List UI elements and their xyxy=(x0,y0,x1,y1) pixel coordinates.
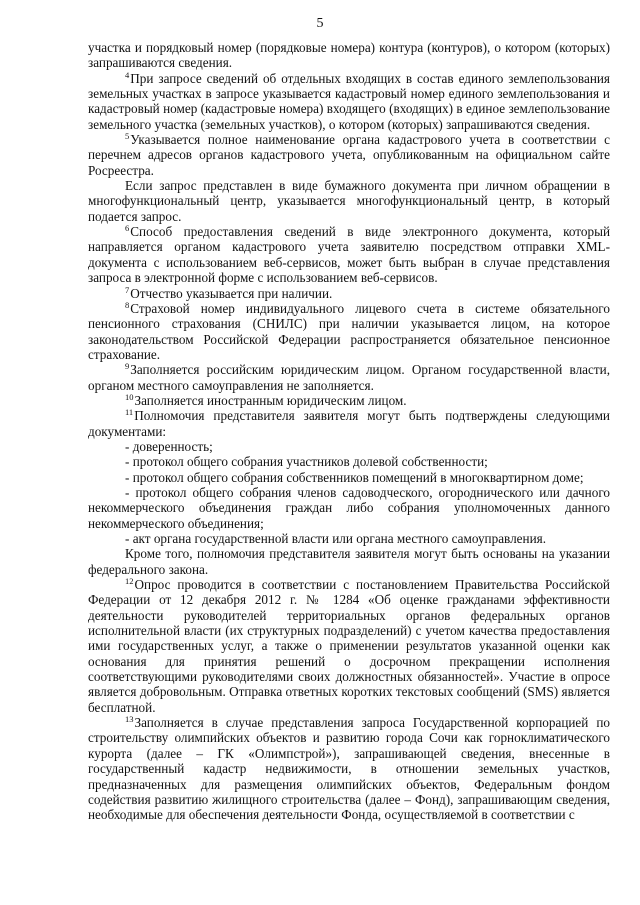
paragraph-federal-law: Кроме того, полномочия представителя заявителя могут быть основаны на указании федерального закона. xyxy=(88,546,610,577)
footnote-marker: 10 xyxy=(125,391,134,402)
footnote-marker: 5 xyxy=(125,131,130,142)
footnotes-body xyxy=(88,40,610,823)
footnote-9 xyxy=(88,362,610,393)
footnote-text: Опрос проводится в соответствии с постановлением Правительства Российской Федерации от 12 декабря 2012 г. № 1284 «Об оценке гражданами эффективности деятельности руководителей территориальных органов федеральных органов исполнительной власти (их структурных подразделений) с учетом качества предоставления ими государственных услуг, а также о применении результатов указанной оценки как основания для принятия решений о досрочном прекращении исполнения соответствующими руководителями своих должностных обязанностей». Участие в опросе является добровольным. Отправка ответных коротких текстовых сообщений (SMS) является бесплатной. xyxy=(88,577,610,715)
footnote-text: Заполняется иностранным юридическим лицом. xyxy=(134,392,407,408)
footnote-marker: 4 xyxy=(125,69,130,80)
footnote-8 xyxy=(88,301,610,362)
footnote-6 xyxy=(88,224,610,285)
footnote-text: Способ предоставления сведений в виде электронного документа, который направляется органом кадастрового учета заявителю посредством отправки XML-документа с использованием веб-сервисов, может быть выбран в случае представления запроса в электронной форме с использованием веб-сервисов. xyxy=(88,224,610,286)
footnote-10 xyxy=(88,393,610,408)
footnote-text: Указывается полное наименование органа кадастрового учета в соответствии с перечнем адресов органов кадастрового учета, опубликованным на официальном сайте Росреестра. xyxy=(88,132,610,178)
footnote-text: Полномочия представителя заявителя могут быть подтверждены следующими документами: xyxy=(88,408,610,439)
footnote-text: Заполняется российским юридическим лицом. Органом государственной власти, органом местного самоуправления не заполняется. xyxy=(88,362,610,393)
list-item: - акт органа государственной власти или органа местного самоуправления. xyxy=(125,531,547,546)
footnote-4 xyxy=(88,71,610,132)
list-item: - доверенность; xyxy=(125,438,213,454)
footnote-11 xyxy=(88,408,610,439)
footnote-7 xyxy=(88,286,610,301)
footnote-12 xyxy=(88,577,610,715)
footnote-marker: 6 xyxy=(125,223,130,234)
paragraph-continuation: участка и порядковый номер (порядковые номера) контура (контуров), о котором (которых) запрашиваются сведения. xyxy=(88,40,610,71)
list-item: - протокол общего собрания участников долевой собственности; xyxy=(125,454,488,470)
footnote-marker: 13 xyxy=(125,714,134,725)
footnote-marker: 8 xyxy=(125,299,130,310)
footnote-marker: 7 xyxy=(125,284,130,295)
footnote-marker: 11 xyxy=(125,407,134,418)
list-item: - протокол общего собрания собственников помещений в многоквартирном доме; xyxy=(125,469,584,485)
footnote-13 xyxy=(88,715,610,822)
footnote-5 xyxy=(88,132,610,178)
footnote-marker: 12 xyxy=(125,576,134,587)
paragraph-mfc: Если запрос представлен в виде бумажного документа при личном обращении в многофункциональный центр, указывается многофункциональный центр, в который подается запрос. xyxy=(88,178,610,224)
footnote-text: Отчество указывается при наличии. xyxy=(130,285,333,301)
page-number: 5 xyxy=(316,16,324,31)
footnote-text: При запросе сведений об отдельных входящих в состав единого землепользования земельных участках в запросе указывается кадастровый номер единого землепользования и кадастровый номер (кадастровые номера) входящего (входящих) в единое землепользование земельного участка (земельных участков), о котором (которых) запрашиваются сведения. xyxy=(88,70,610,132)
footnote-marker: 9 xyxy=(125,361,130,372)
footnote-text: Страховой номер индивидуального лицевого счета в системе обязательного пенсионного страхования (СНИЛС) при наличии указывается лицом, на которое законодательством Российской Федерации распространяется обязательное пенсионное страхование. xyxy=(88,300,610,362)
list-item: - протокол общего собрания членов садоводческого, огороднического или дачного некоммерческого объединения граждан либо собрания уполномоченных данного некоммерческого объединения; xyxy=(88,484,610,531)
footnote-text: Заполняется в случае представления запроса Государственной корпорацией по строительству олимпийских объектов и развитию города Сочи как горноклиматического курорта (далее – ГК «Олимпстрой»), запрашивающей сведения, внесенные в государственный кадастр недвижимости, в отношении земельных участков, предназначенных для размещения олимпийских объектов, Федеральным фондом содействия развитию жилищного строительства (далее – Фонд), запрашивающим сведения, необходимые для обеспечения деятельности Фонда, осуществляемой в соответствии с xyxy=(88,715,610,823)
